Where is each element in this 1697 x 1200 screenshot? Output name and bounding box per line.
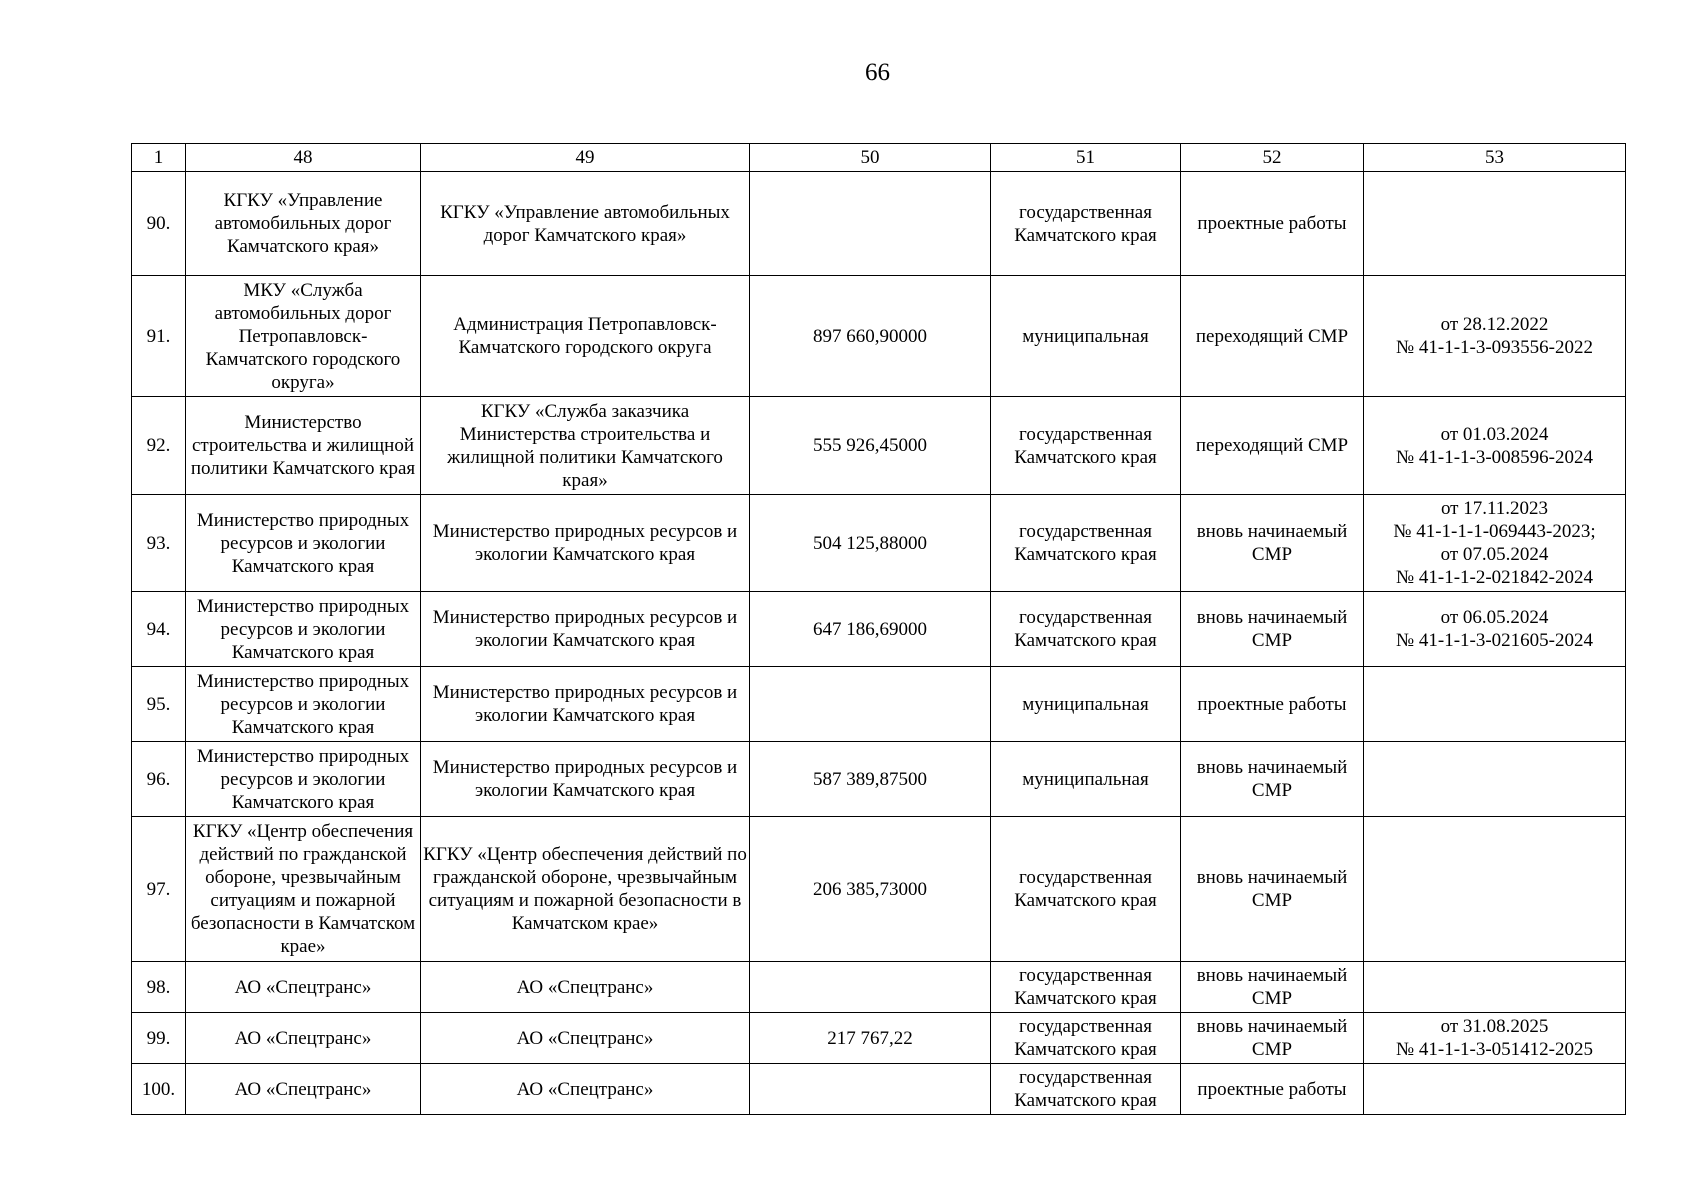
developer-cell: АО «Спецтранс» [421,1013,750,1064]
approval-line: от 28.12.2022 [1440,314,1549,335]
cost-cell: 587 389,87500 [750,742,991,817]
approval-line: № 41-1-1-3-051412-2025 [1395,1039,1593,1060]
developer-cell: Администрация Петропавловск-Камчатского городского округа [421,276,750,397]
approval-cell [1364,817,1626,962]
approval-cell [1364,1013,1626,1064]
table-row [132,742,1626,817]
approval-cell [1364,742,1626,817]
header-cell-col-49: 49 [421,144,750,172]
ownership-cell: государственная Камчатского края [991,1013,1181,1064]
approval-cell [1364,962,1626,1013]
table-row [132,817,1626,962]
header-row [132,144,1626,172]
customer-cell: Министерство строительства и жилищной политики Камчатского края [186,397,421,495]
developer-cell: Министерство природных ресурсов и экологии Камчатского края [421,495,750,592]
customer-cell: Министерство природных ресурсов и экологии Камчатского края [186,742,421,817]
header-cell-col-50: 50 [750,144,991,172]
cost-cell: 206 385,73000 [750,817,991,962]
customer-cell: МКУ «Служба автомобильных дорог Петропавловск-Камчатского городского округа» [186,276,421,397]
work-type-cell: вновь начинаемый СМР [1181,962,1364,1013]
approval-line: от 01.03.2024 [1440,423,1549,445]
developer-cell: КГКУ «Управление автомобильных дорог Камчатского края» [421,172,750,276]
approval-cell [1364,592,1626,667]
header-cell-col-52: 52 [1181,144,1364,172]
table-row [132,962,1626,1013]
cost-cell: 897 660,90000 [750,276,991,397]
header-cell-col-48: 48 [186,144,421,172]
cost-cell [750,172,991,276]
cost-cell [750,1064,991,1115]
customer-cell: КГКУ «Управление автомобильных дорог Камчатского края» [186,172,421,276]
developer-cell: КГКУ «Центр обеспечения действий по гражданской обороне, чрезвычайным ситуациям и пожарной безопасности в Камчатском крае» [421,817,750,962]
ownership-cell: государственная Камчатского края [991,592,1181,667]
developer-cell: АО «Спецтранс» [421,962,750,1013]
developer-cell: Министерство природных ресурсов и экологии Камчатского края [421,742,750,817]
cost-cell: 555 926,45000 [750,397,991,495]
table-row [132,1064,1626,1115]
cost-cell [750,667,991,742]
ownership-cell: муниципальная [991,742,1181,817]
work-type-cell: проектные работы [1181,172,1364,276]
page-number: 66 [865,59,890,86]
table-row [132,172,1626,276]
table-row [132,276,1626,397]
customer-cell: АО «Спецтранс» [186,1013,421,1064]
data-table [131,143,1626,1115]
approval-line: № 41-1-1-1-069443-2023; [1393,521,1596,542]
table-body [132,144,1626,1115]
customer-cell: Министерство природных ресурсов и экологии Камчатского края [186,592,421,667]
cost-cell: 217 767,22 [750,1013,991,1064]
table-row [132,397,1626,495]
approval-line: № 41-1-1-3-093556-2022 [1395,337,1593,358]
row-number-cell: 99. [132,1013,186,1064]
row-number-cell: 97. [132,817,186,962]
table-row [132,667,1626,742]
approval-line: № 41-1-1-3-021605-2024 [1395,630,1593,651]
developer-cell: АО «Спецтранс» [421,1064,750,1115]
approval-cell [1364,495,1626,592]
row-number-cell: 90. [132,172,186,276]
cost-cell: 647 186,69000 [750,592,991,667]
customer-cell: АО «Спецтранс» [186,1064,421,1115]
approval-line: № 41-1-1-3-008596-2024 [1395,446,1593,468]
row-number-cell: 91. [132,276,186,397]
row-number-cell: 98. [132,962,186,1013]
cost-cell [750,962,991,1013]
developer-cell: Министерство природных ресурсов и экологии Камчатского края [421,667,750,742]
approval-cell [1364,276,1626,397]
cost-cell: 504 125,88000 [750,495,991,592]
developer-cell: КГКУ «Служба заказчика Министерства строительства и жилищной политики Камчатского края» [421,397,750,495]
approval-cell [1364,1064,1626,1115]
table-row [132,1013,1626,1064]
work-type-cell: проектные работы [1181,1064,1364,1115]
approval-cell [1364,397,1626,495]
ownership-cell: государственная Камчатского края [991,397,1181,495]
work-type-cell: вновь начинаемый СМР [1181,742,1364,817]
work-type-cell: проектные работы [1181,667,1364,742]
header-cell-col-1: 1 [132,144,186,172]
work-type-cell: переходящий СМР [1181,397,1364,495]
customer-cell: Министерство природных ресурсов и экологии Камчатского края [186,495,421,592]
ownership-cell: государственная Камчатского края [991,962,1181,1013]
ownership-cell: государственная Камчатского края [991,172,1181,276]
approval-line: от 07.05.2024 [1440,544,1549,565]
table-row [132,495,1626,592]
row-number-cell: 94. [132,592,186,667]
customer-cell: АО «Спецтранс» [186,962,421,1013]
developer-cell: Министерство природных ресурсов и экологии Камчатского края [421,592,750,667]
work-type-cell: вновь начинаемый СМР [1181,1013,1364,1064]
approval-line: № 41-1-1-2-021842-2024 [1395,567,1593,588]
work-type-cell: вновь начинаемый СМР [1181,817,1364,962]
row-number-cell: 96. [132,742,186,817]
ownership-cell: муниципальная [991,276,1181,397]
row-number-cell: 93. [132,495,186,592]
header-cell-col-51: 51 [991,144,1181,172]
customer-cell: КГКУ «Центр обеспечения действий по гражданской обороне, чрезвычайным ситуациям и пожарной безопасности в Камчатском крае» [186,817,421,962]
table-row [132,592,1626,667]
work-type-cell: вновь начинаемый СМР [1181,592,1364,667]
row-number-cell: 95. [132,667,186,742]
work-type-cell: вновь начинаемый СМР [1181,495,1364,592]
approval-line: от 17.11.2023 [1440,498,1549,519]
ownership-cell: муниципальная [991,667,1181,742]
approval-line: от 31.08.2025 [1440,1016,1549,1037]
ownership-cell: государственная Камчатского края [991,495,1181,592]
approval-cell [1364,667,1626,742]
ownership-cell: государственная Камчатского края [991,817,1181,962]
header-cell-col-53: 53 [1364,144,1626,172]
row-number-cell: 100. [132,1064,186,1115]
approval-line: от 06.05.2024 [1440,607,1549,628]
ownership-cell: государственная Камчатского края [991,1064,1181,1115]
row-number-cell: 92. [132,397,186,495]
approval-cell [1364,172,1626,276]
customer-cell: Министерство природных ресурсов и экологии Камчатского края [186,667,421,742]
work-type-cell: переходящий СМР [1181,276,1364,397]
